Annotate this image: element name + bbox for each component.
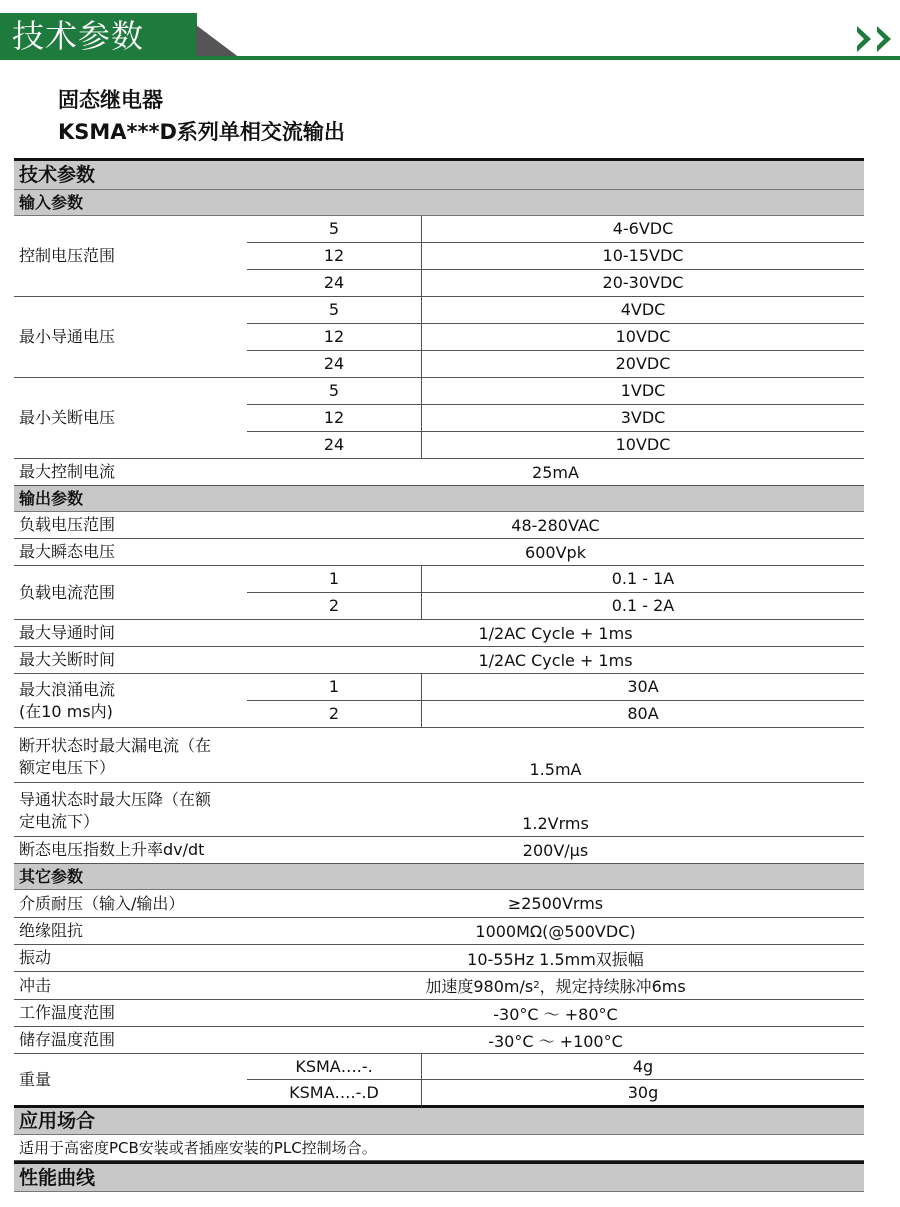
section-title: 技术参数: [14, 161, 864, 190]
table-row: 24 10VDC: [247, 432, 864, 458]
storage-temp-row: 储存温度范围 -30°C ～ +100°C: [14, 1027, 864, 1054]
output-section-title: 输出参数: [14, 486, 864, 512]
header-banner: [0, 0, 900, 62]
max-control-current-row: 最大控制电流 25mA: [14, 459, 864, 486]
min-on-voltage-row: 最小导通电压 5 4VDC 12 10VDC 24 20VDC: [14, 297, 864, 378]
table-row: 2 0.1 - 2A: [247, 593, 864, 619]
dvdt-row: 断态电压指数上升率dv/dt 200V/μs: [14, 837, 864, 864]
table-row: 12 10VDC: [247, 324, 864, 351]
other-section-title: 其它参数: [14, 864, 864, 890]
control-voltage-row: 控制电压范围 5 4-6VDC 12 10-15VDC 24 20-30VDC: [14, 216, 864, 297]
table-row: 12 3VDC: [247, 405, 864, 432]
insulation-row: 绝缘阻抗 1000MΩ(@500VDC): [14, 918, 864, 945]
spec-table: [14, 158, 864, 1192]
max-on-time-row: 最大导通时间 1/2AC Cycle + 1ms: [14, 620, 864, 647]
op-temp-row: 工作温度范围 -30°C ～ +80°C: [14, 1000, 864, 1027]
banner-title: 技术参数: [12, 17, 145, 55]
surge-current-row: 最大浪涌电流 (在10 ms内) 1 30A 2 80A: [14, 674, 864, 728]
table-row: 5 4VDC: [247, 297, 864, 324]
max-transient-row: 最大瞬态电压 600Vpk: [14, 539, 864, 566]
weight-row: 重量 KSMA….-. 4g KSMA….-.D 30g: [14, 1054, 864, 1105]
table-row: 5 1VDC: [247, 378, 864, 405]
load-voltage-row: 负载电压范围 48-280VAC: [14, 512, 864, 539]
load-current-row: 负载电流范围 1 0.1 - 1A 2 0.1 - 2A: [14, 566, 864, 620]
table-row: 12 10-15VDC: [247, 243, 864, 270]
table-row: 1 30A: [247, 674, 864, 701]
vibration-row: 振动 10-55Hz 1.5mm双振幅: [14, 945, 864, 972]
banner-rule: [0, 56, 900, 60]
shock-row: 冲击 加速度980m/s 2 ，规定持续脉冲6ms: [14, 972, 864, 1000]
table-row: KSMA….-. 4g: [247, 1054, 864, 1080]
table-row: 5 4-6VDC: [247, 216, 864, 243]
table-row: 1 0.1 - 1A: [247, 566, 864, 593]
voltage-drop-row: 导通状态时最大压降（在额 定电流下） 1.2Vrms: [14, 783, 864, 837]
product-category: 固态继电器: [58, 88, 163, 112]
dielectric-row: 介质耐压（输入/输出） ≥2500Vrms: [14, 890, 864, 918]
application-title: 应用场合: [14, 1108, 864, 1135]
product-series: KSMA***D系列单相交流输出: [58, 120, 345, 144]
table-row: KSMA….-.D 30g: [247, 1080, 864, 1105]
max-off-time-row: 最大关断时间 1/2AC Cycle + 1ms: [14, 647, 864, 674]
application-text: 适用于高密度PCB安装或者插座安装的PLC控制场合。: [14, 1135, 864, 1161]
curves-title: 性能曲线: [14, 1164, 864, 1192]
table-row: 2 80A: [247, 701, 864, 727]
table-row: 24 20VDC: [247, 351, 864, 377]
leakage-current-row: 断开状态时最大漏电流（在 额定电压下） 1.5mA: [14, 728, 864, 783]
table-row: 24 20-30VDC: [247, 270, 864, 296]
min-off-voltage-row: 最小关断电压 5 1VDC 12 3VDC 24 10VDC: [14, 378, 864, 459]
input-section-title: 输入参数: [14, 190, 864, 216]
banner-wedge: [196, 25, 240, 58]
